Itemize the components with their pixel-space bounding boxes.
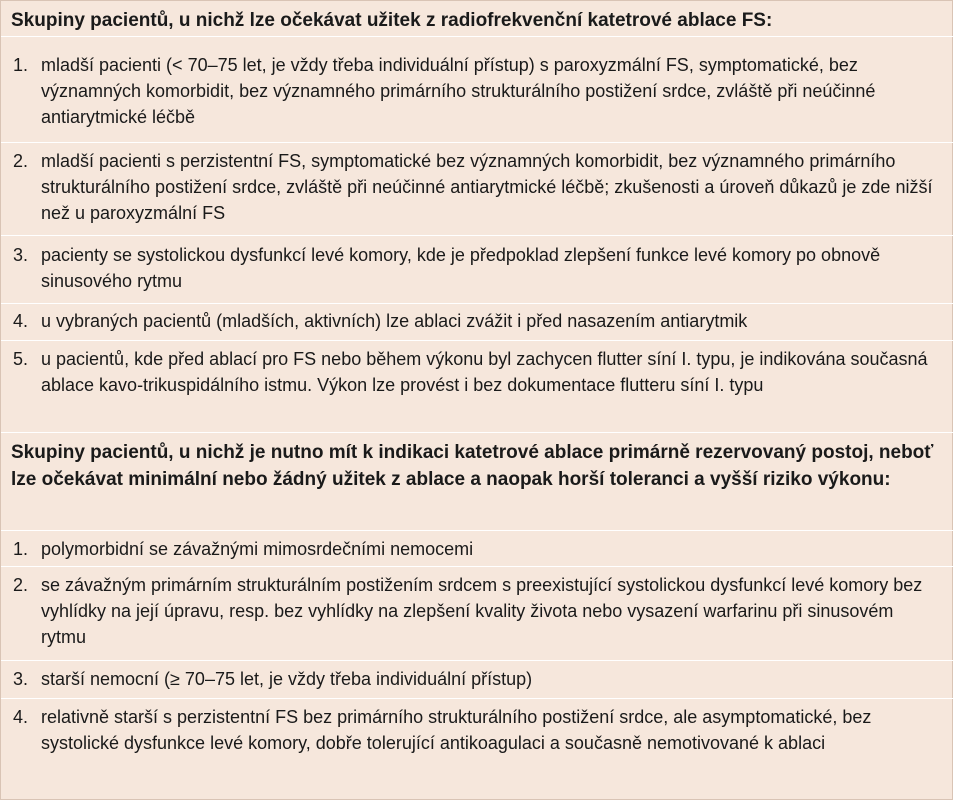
group2-item-3: [1, 661, 953, 699]
item-text: se závažným primárním strukturálním postižením srdcem s preexistující systolickou dysfunkcí levé komory bez vyhlídky na její úpravu, resp. bez vyhlídky na zlepšení kvality života nebo vysazení warfarinu při sinusovém rytmu: [41, 575, 923, 647]
item-number: 3.: [13, 669, 29, 689]
item-text: pacienty se systolickou dysfunkcí levé komory, kde je předpoklad zlepšení funkce levé komory po obnově sinusového rytmu: [41, 245, 881, 291]
group2-heading-row: [1, 433, 953, 531]
item-text: starší nemocní (≥ 70–75 let, je vždy třeba individuální přístup): [41, 669, 533, 689]
item-text: u pacientů, kde před ablací pro FS nebo během výkonu byl zachycen flutter síní I. typu, je indikována současná ablace kavo-trikuspidálního istmu. Výkon lze provést i bez dokumentace flutteru síní I. typu: [41, 349, 928, 395]
item-text: relativně starší s perzistentní FS bez primárního strukturálního postižení srdce, ale asymptomatické, bez systolické dysfunkce levé komory, dobře tolerující antikoagulaci a současně nemotivované k ablaci: [41, 707, 872, 753]
group2-item-1: [1, 531, 953, 567]
group1-item-3: [1, 236, 953, 304]
group1-item-4: [1, 304, 953, 341]
item-number: 3.: [13, 245, 29, 265]
group1-heading: Skupiny pacientů, u nichž lze očekávat užitek z radiofrekvenční katetrové ablace FS:: [11, 10, 773, 31]
group1-item-1: [1, 37, 953, 143]
item-number: 2.: [13, 151, 29, 171]
item-number: 2.: [13, 575, 29, 595]
group1-item-5: [1, 341, 953, 433]
item-number: 5.: [13, 349, 29, 369]
group1-heading-row: [1, 1, 953, 37]
item-number: 4.: [13, 707, 29, 727]
group2-item-4: [1, 699, 953, 801]
group1-item-2: [1, 143, 953, 236]
item-text: polymorbidní se závažnými mimosrdečními nemocemi: [41, 539, 474, 559]
item-text: mladší pacienti s perzistentní FS, symptomatické bez významných komorbidit, bez významného primárního strukturálního postižení srdce, zvláště při neúčinné antiarytmické léčbě; zkušenosti a úroveň důkazů je zde nižší než u paroxyzmální FS: [41, 151, 933, 223]
item-number: 1.: [13, 539, 29, 559]
item-text: mladší pacienti (< 70–75 let, je vždy třeba individuální přístup) s paroxyzmální FS, symptomatické, bez významných komorbidit, bez významného primárního strukturálního postižení srdce, zvláště při neúčinné antiarytmické léčbě: [41, 55, 876, 127]
group2-item-2: [1, 567, 953, 661]
item-text: u vybraných pacientů (mladších, aktivních) lze ablaci zvážit i před nasazením antiarytmik: [41, 311, 748, 331]
item-number: 4.: [13, 311, 29, 331]
item-number: 1.: [13, 55, 29, 75]
group2-heading: Skupiny pacientů, u nichž je nutno mít k indikaci katetrové ablace primárně rezervovaný postoj, neboť lze očekávat minimální nebo žádný užitek z ablace a naopak horší toleranci a vyšší riziko výkonu:: [11, 442, 934, 490]
